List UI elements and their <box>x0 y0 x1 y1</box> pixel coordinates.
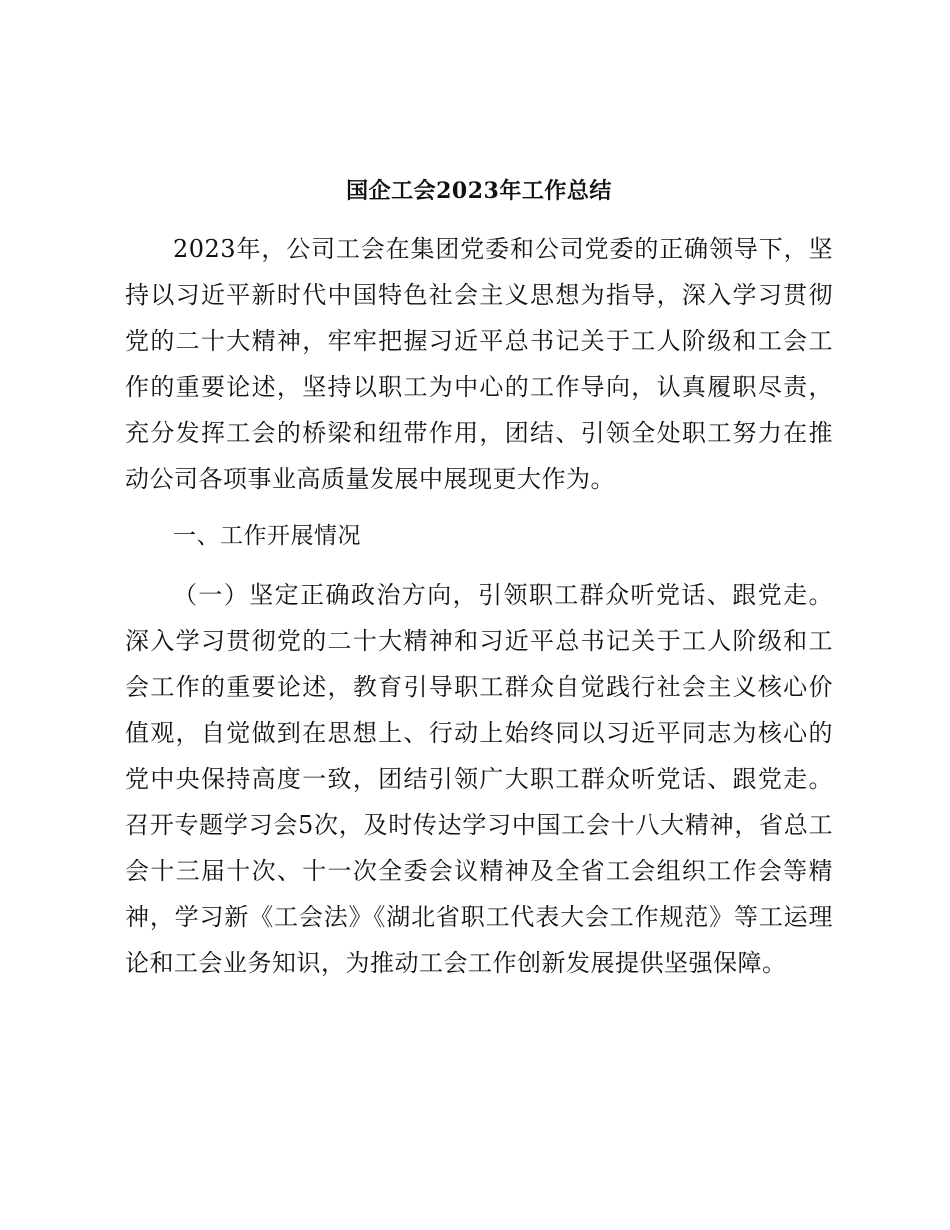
section-body-text: 深入学习贯彻党的二十大精神和习近平总书记关于工人阶级和工会工作的重要论述，教育引导职工群众自觉践行社会主义核心价值观，自觉做到在思想上、行动上始终同以习近平同志为核心的党中央保持高度一致，团结引领广大职工群众听党话、跟党走。召开专题学习会5次，及时传达学习中国工会十八大精神，省总工会十三届十次、十一次全委会议精神及全省工会组织工作会等精神，学习新《工会法》《湖北省职工代表大会工作规范》等工运理论和工会业务知识，为推动工会工作创新发展提供坚强保障。 <box>125 627 833 977</box>
intro-paragraph: 2023年，公司工会在集团党委和公司党委的正确领导下，坚持以习近平新时代中国特色社会主义思想为指导，深入学习贯彻党的二十大精神，牢牢把握习近平总书记关于工人阶级和工会工作的重要论述，坚持以职工为中心的工作导向，认真履职尽责，充分发挥工会的桥梁和纽带作用，团结、引领全处职工努力在推动公司各项事业高质量发展中展现更大作为。 <box>125 235 833 493</box>
section-paragraph <box>125 572 833 986</box>
section-heading: 一、工作开展情况 <box>173 523 361 549</box>
section-subheading: （一）坚定正确政治方向，引领职工群众听党话、跟党走。 <box>173 581 833 609</box>
document-title: 国企工会2023年工作总结 <box>346 178 612 204</box>
